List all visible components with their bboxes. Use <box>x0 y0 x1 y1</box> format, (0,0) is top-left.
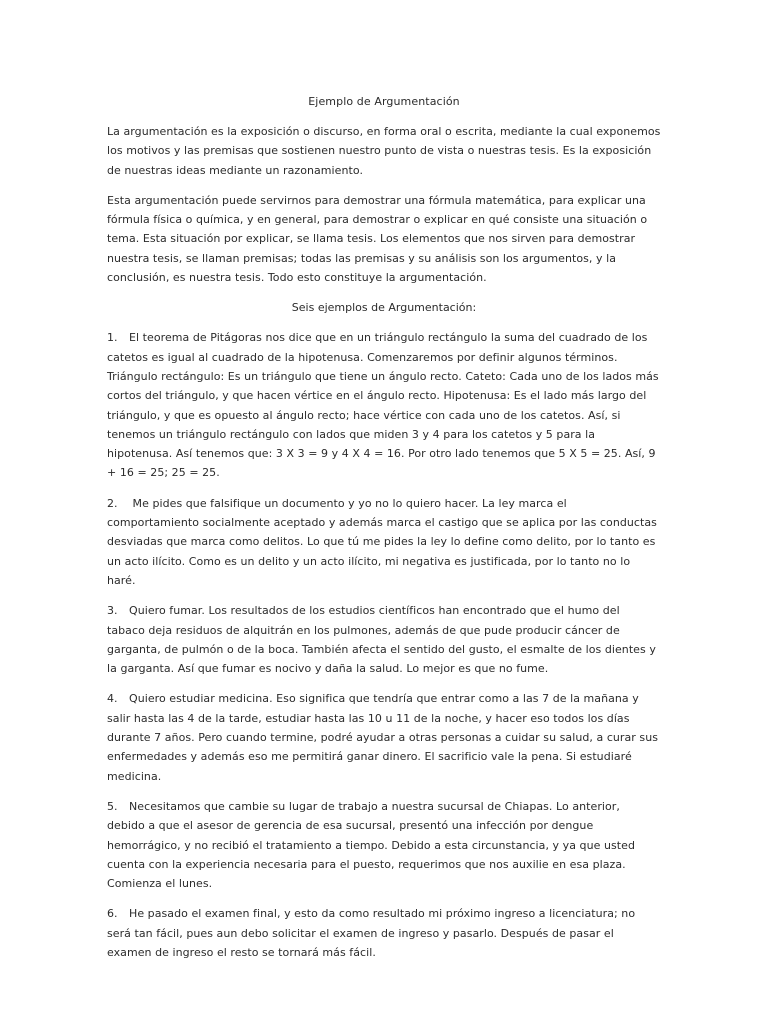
example-4 <box>107 689 661 785</box>
document-page <box>107 92 661 973</box>
example-number: 4. <box>107 692 118 706</box>
example-3 <box>107 601 661 678</box>
example-number: 1. <box>107 331 118 345</box>
example-text: El teorema de Pitágoras nos dice que en un triángulo rectángulo la suma del cuadrado de los catetos es igual al cuadrado de la hipotenusa. Comenzaremos por definir algunos términos. Triángulo rectángulo: Es un triángulo que tiene un ángulo recto. Cateto: Cada uno de los lados más cortos del triángulo, y que hacen vértice en el ángulo recto. Hipotenusa: Es el lado más largo del triángulo, y que es opuesto al ángulo recto; hace vértice con cada uno de los catetos. Así, si tenemos un triángulo rectángulo con lados que miden 3 y 4 para los catetos y 5 para la hipotenusa. Así tenemos que: 3 X 3 = 9 y 4 X 4 = 16. Por otro lado tenemos que 5 X 5 = 25. Así, 9 + 16 = 25; 25 = 25. <box>107 331 659 480</box>
example-6 <box>107 904 661 962</box>
example-text: Quiero estudiar medicina. Eso significa que tendría que entrar como a las 7 de la mañana y salir hasta las 4 de la tarde, estudiar hasta las 10 u 11 de la noche, y hacer eso todos los días durante 7 años. Pero cuando termine, podré ayudar a otras personas a cuidar su salud, a curar sus enfermedades y además eso me permitirá ganar dinero. El sacrificio vale la pena. Si estudiaré medicina. <box>107 692 658 783</box>
example-1 <box>107 328 661 482</box>
document-title: Ejemplo de Argumentación <box>308 95 460 108</box>
example-2 <box>107 494 661 590</box>
examples-subtitle: Seis ejemplos de Argumentación: <box>291 301 477 315</box>
example-number: 6. <box>107 907 118 921</box>
intro-paragraph-2: Esta argumentación puede servirnos para demostrar una fórmula matemática, para explicar una fórmula física o química, y en general, para demostrar o explicar en qué consiste una situación o tema. Esta situación por explicar, se llama tesis. Los elementos que nos sirven para demostrar nuestra tesis, se llaman premisas; todas las premisas y su análisis son los argumentos, y la conclusión, es nuestra tesis. Todo esto constituye la argumentación. <box>107 193 648 285</box>
example-text: Me pides que falsifique un documento y yo no lo quiero hacer. La ley marca el comportamiento socialmente aceptado y además marca el castigo que se aplica por las conductas desviadas que marca como delitos. Lo que tú me pides la ley lo define como delito, por lo tanto es un acto ilícito. Como es un delito y un acto ilícito, mi negativa es justificada, por lo tanto no lo haré. <box>107 496 657 587</box>
example-text: He pasado el examen final, y esto da como resultado mi próximo ingreso a licenciatura; no será tan fácil, pues aun debo solicitar el examen de ingreso y pasarlo. Después de pasar el examen de ingreso el resto se tornará más fácil. <box>107 907 636 959</box>
example-number: 3. <box>107 604 118 618</box>
example-text: Necesitamos que cambie su lugar de trabajo a nuestra sucursal de Chiapas. Lo anterior, debido a que el asesor de gerencia de esa sucursal, presentó una infección por dengue hemorrágico, y no recibió el tratamiento a tiempo. Debido a esta circunstancia, y ya que usted cuenta con la experiencia necesaria para el puesto, requerimos que nos auxilie en esa plaza. Comienza el lunes. <box>107 799 635 891</box>
example-text: Quiero fumar. Los resultados de los estudios científicos han encontrado que el humo del tabaco deja residuos de alquitrán en los pulmones, además de que pude producir cáncer de garganta, de pulmón o de la boca. También afecta el sentido del gusto, el esmalte de los dientes y la garganta. Así que fumar es nocivo y daña la salud. Lo mejor es que no fume. <box>107 604 656 676</box>
example-number: 5. <box>107 799 118 813</box>
intro-paragraph-1: La argumentación es la exposición o discurso, en forma oral o escrita, mediante la cual exponemos los motivos y las premisas que sostienen nuestro punto de vista o nuestras tesis. Es la exposición de nuestras ideas mediante un razonamiento. <box>107 125 661 177</box>
example-number: 2. <box>107 496 118 510</box>
example-5 <box>107 797 661 893</box>
